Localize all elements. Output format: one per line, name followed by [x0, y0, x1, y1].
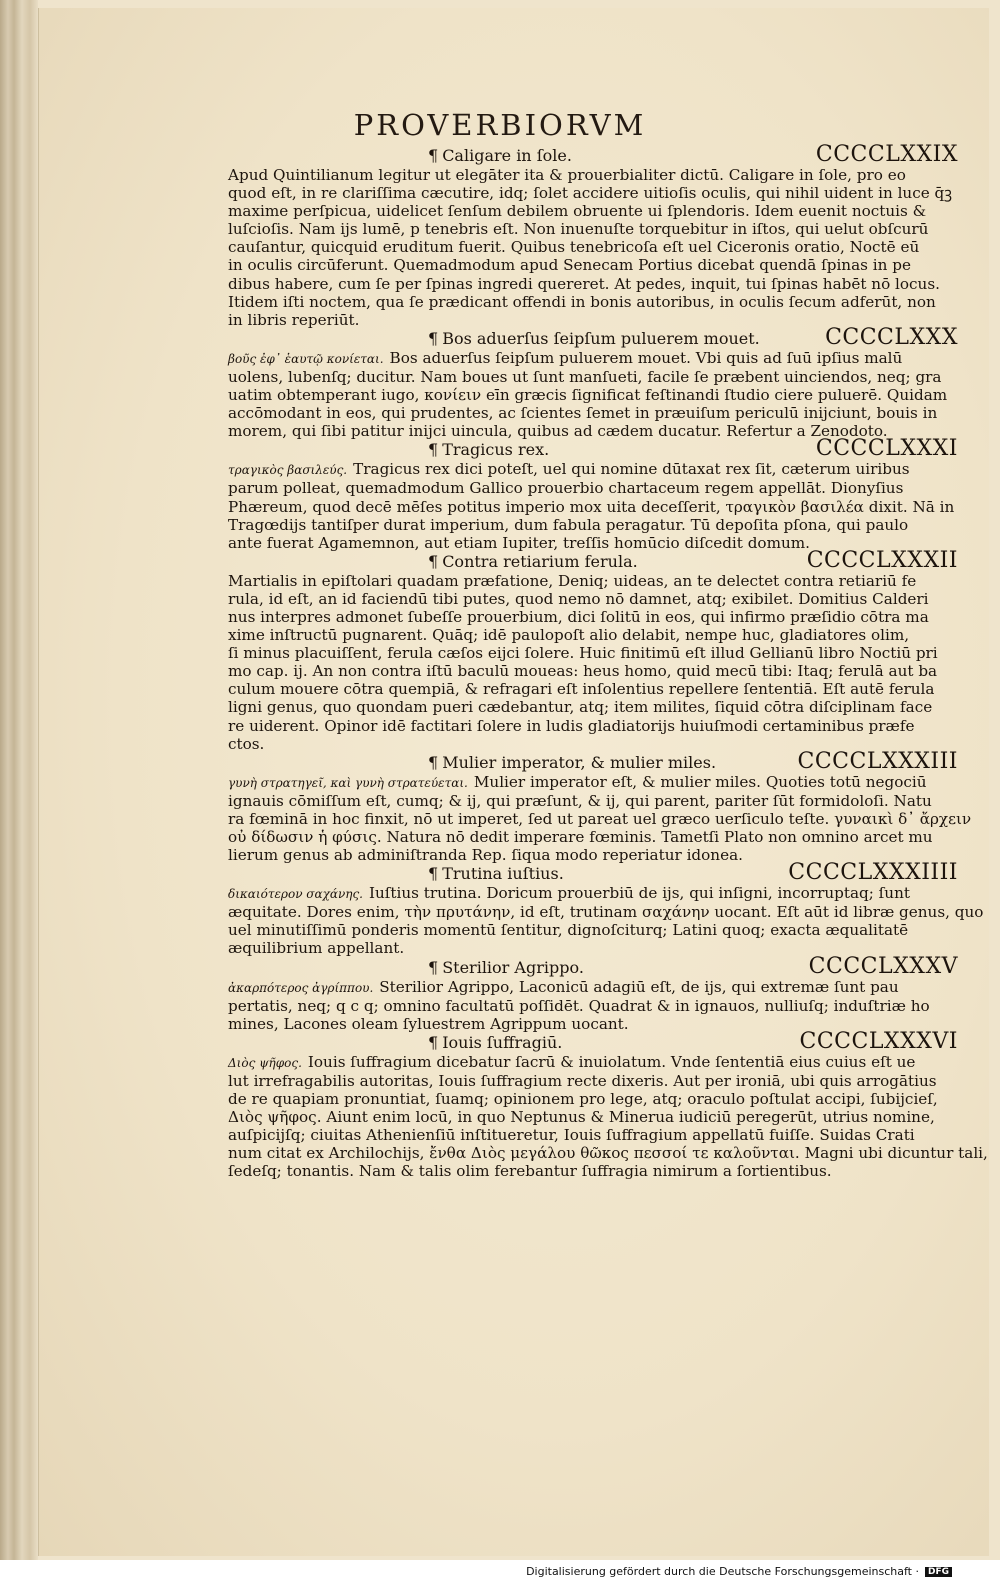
text-line	[228, 166, 958, 184]
greek-proverb: γυνὴ στρατηγεῖ, καὶ γυνὴ στρατεύεται.	[228, 775, 468, 790]
entry-heading	[228, 959, 584, 977]
text-line	[228, 662, 958, 680]
proverb-entry	[228, 142, 958, 329]
entry-heading-text: Trutina iuſtius.	[442, 864, 564, 884]
entry-heading-row	[228, 1028, 958, 1054]
text-line	[228, 773, 958, 792]
proverb-entry	[228, 324, 958, 441]
line-text: lierum genus ab adminiſtranda Rep. ſiqua modo reperiatur idonea.	[228, 846, 743, 865]
entry-heading-text: Tragicus rex.	[442, 440, 550, 460]
entry-heading-row	[228, 324, 958, 350]
text-line	[228, 644, 958, 662]
page-text	[228, 142, 988, 1181]
line-text: lut irrefragabilis autoritas, Iouis ſuffragium recte dixeris. Aut per ironiā, ubi quis arrogātius	[228, 1071, 937, 1090]
proverb-entry	[228, 436, 958, 552]
line-text: culum mouere cōtra quempiā, & refragari eſt inſolentius repellere ſententiā. Eſt autē ferula	[228, 680, 935, 699]
entry-heading-row	[228, 860, 958, 886]
line-text: οὐ δίδωσιν ἡ φύσις. Natura nō dedit imperare fœminis. Tametſi Plato non omnino arcet mu	[228, 828, 933, 846]
entry-heading-text: Iouis ſuffragiū.	[442, 1032, 563, 1052]
line-text: Bos aduerſus ſeipſum puluerem mouet. Vbi quis ad ſuū ipſius malū	[389, 348, 903, 367]
pilcrow-icon: ¶	[428, 957, 439, 977]
line-text: Phæreum, quod decē mēſes potitus imperio mox uita deceſſerit, τραγικὸν βασιλέα dixit. Nā in	[228, 497, 955, 516]
text-line	[228, 184, 958, 202]
line-text: maxime perſpicua, uidelicet ſenſum debilem obruente ui ſplendoris. Idem euenit noctuis &	[228, 202, 927, 221]
text-line	[228, 921, 958, 939]
entry-number: CCCCLXXIX	[815, 142, 958, 167]
pilcrow-icon: ¶	[428, 752, 439, 772]
line-text: ante fuerat Agamemnon, aut etiam Iupiter, treſſis homūcio diſcedit domum.	[228, 533, 810, 552]
entry-body	[228, 460, 958, 551]
text-line	[228, 368, 958, 386]
entry-number: CCCCLXXXIII	[797, 748, 958, 774]
text-line	[228, 903, 984, 922]
entry-heading-row	[228, 142, 958, 167]
text-line	[228, 717, 958, 735]
pilcrow-icon: ¶	[428, 864, 439, 884]
line-text: ignauis cōmiſſum eſt, cumq; & ij, qui præſunt, & ij, qui parent, pariter ſūt formidoloſi. Natu	[228, 791, 932, 810]
line-text: xime inſtructū pugnarent. Quāq; idē paulopoſt alio delabit, nempe huc, gladiatores olim,	[228, 626, 910, 645]
proverb-entry	[228, 1028, 988, 1181]
text-line	[228, 698, 958, 716]
text-line	[228, 608, 958, 626]
entry-heading	[228, 441, 549, 459]
line-text: ra fœminā in hoc finxit, nō ut imperet, ſed ut pareat uel græco uerſiculo teſte. γυναικὶ δ᾽ ἄρχειν	[228, 809, 972, 828]
entry-heading-text: Contra retiarium ferula.	[442, 551, 638, 571]
line-text: ſi minus placuiſſent, ferula cæſos eijci ſolere. Huic finitimū eſt illud Gellianū libro Noctiū pri	[228, 644, 938, 663]
text-line	[228, 460, 958, 479]
line-text: in oculis circūferunt. Quemadmodum apud Senecam Portius dicebat quendā ſpinas in pe	[228, 256, 911, 275]
entry-number: CCCCLXXXV	[808, 953, 958, 979]
line-text: de re quapiam pronuntiat, ſuamq; opinionem pro lege, atq; oraculo poſtulat accipi, ſubijcieſ,	[228, 1090, 938, 1109]
entry-heading-row	[228, 953, 958, 979]
text-line	[228, 220, 958, 238]
greek-proverb: ἀκαρπότερος ἀγρίππου.	[228, 980, 374, 995]
text-line	[228, 386, 958, 404]
pilcrow-icon: ¶	[428, 440, 439, 460]
text-line	[228, 809, 972, 828]
line-text: Tragœdijs tantiſper durat imperium, dum fabula peragatur. Tū depoſita pſona, qui paulo	[228, 515, 909, 534]
entry-heading	[228, 1034, 562, 1052]
entry-number: CCCCLXXXI	[815, 436, 958, 462]
entry-heading-row	[228, 748, 958, 774]
entry-body	[228, 349, 958, 440]
entry-body	[228, 772, 972, 865]
text-line	[228, 275, 958, 293]
line-text: Itidem iſti noctem, qua ſe prædicant offendi in bonis autoribus, in oculis ſecum adferūt, non	[228, 292, 936, 311]
line-text: Tragicus rex dici poteſt, uel qui nomine dūtaxat rex ſit, cæterum uiribus	[353, 460, 910, 479]
entry-heading-text: Caligare in ſole.	[442, 146, 572, 165]
footer-credit-text: Digitalisierung gefördert durch die Deutsche Forschungsgemeinschaft ·	[526, 1565, 919, 1578]
line-text: Iouis ſuffragium dicebatur ſacrū & inuiolatum. Vnde ſententiā eius cuius eſt ue	[307, 1052, 916, 1071]
proverb-entry	[228, 953, 958, 1033]
line-text: ctos.	[228, 734, 265, 753]
text-line	[228, 1053, 958, 1072]
line-text: accōmodant in eos, qui prudentes, ac ſcientes ſemet in præuiſum periculū inijciunt, bouis in	[228, 404, 938, 423]
line-text: mo cap. ij. An non contra iſtū baculū moueas: heus homo, quid mecū tibi: Itaq; ferulā aut ba	[228, 662, 938, 681]
text-line	[228, 404, 958, 422]
line-text: æquilibrium appellant.	[228, 939, 405, 958]
text-line	[228, 828, 958, 846]
entry-heading-text: Sterilior Agrippo.	[442, 957, 584, 977]
text-line	[228, 479, 958, 497]
line-text: rula, id eſt, an id faciendū tibi putes, quod nemo nō damnet, atq; exibilet. Domitius Calderi	[228, 589, 929, 608]
text-line	[228, 590, 958, 608]
text-line	[228, 498, 958, 516]
pilcrow-icon: ¶	[428, 551, 439, 571]
entry-heading-text: Mulier imperator, & mulier miles.	[442, 752, 717, 772]
line-text: cauſantur, quicquid eruditum fuerit. Quibus tenebricoſa eſt uel Ciceronis oratio, Noctē eū	[228, 238, 920, 257]
greek-proverb: δικαιότερον σαχάνης.	[228, 887, 363, 902]
line-text: luſcioſis. Nam ijs lumē, p tenebris eſt. Non inuenuſte torquebitur in iſtos, qui uelut obſcurū	[228, 220, 929, 239]
proverb-entry	[228, 547, 958, 753]
entry-body	[228, 166, 958, 329]
text-line	[228, 1072, 958, 1090]
greek-proverb: τραγικὸς βασιλεύς.	[228, 463, 348, 478]
line-text: mines, Lacones oleam ſyluestrem Agrippum uocant.	[228, 1014, 629, 1033]
line-text: quod eſt, in re clariſſima cæcutire, idq; ſolet accidere uitioſis oculis, qui nihil uident in luce q̄ꝫ	[228, 184, 953, 203]
running-head: PROVERBIORVM	[353, 108, 647, 142]
pilcrow-icon: ¶	[428, 146, 439, 165]
text-line	[228, 1090, 958, 1108]
entry-heading	[228, 553, 638, 571]
line-text: auſpicijſq; ciuitas Athenienſiū inſtitueretur, Iouis ſuffragium appellatū fuiſſe. Suidas Crati	[228, 1126, 915, 1145]
proverb-entry	[228, 748, 972, 865]
line-text: Iuſtius trutina. Doricum prouerbiū de ijs, qui inſigni, incorruptaq; ſunt	[369, 884, 910, 903]
entry-heading	[228, 147, 572, 165]
book-fore-edge	[0, 0, 38, 1560]
text-line	[228, 293, 958, 311]
text-line	[228, 997, 958, 1015]
line-text: Martialis in epiſtolari quadam præfatione, Deniq; uideas, an te delectet contra retiariū fe	[228, 571, 917, 590]
text-line	[228, 792, 958, 810]
line-text: uel minutiſſimū ponderis momentū ſentitur, dignoſciturq; Latini quoq; exacta æqualitatē	[228, 921, 909, 940]
text-line	[228, 256, 958, 274]
entry-body	[228, 572, 958, 753]
entry-number: CCCCLXXXVI	[799, 1028, 958, 1054]
line-text: re uiderent. Opinor idē factitari ſolere in ludis gladiatorijs huiuſmodi certaminibus præfe	[228, 716, 915, 735]
line-text: Sterilior Agrippo, Laconicū adagiū eſt, de ijs, qui extremæ ſunt pau	[379, 977, 899, 996]
text-line	[228, 1126, 958, 1144]
proverb-entry	[228, 860, 984, 958]
greek-proverb: Διὸς ψῆφος.	[228, 1055, 302, 1070]
text-line	[228, 978, 958, 997]
text-line	[228, 884, 958, 903]
line-text: in libris reperiūt.	[228, 310, 360, 329]
text-line	[228, 349, 958, 368]
text-line	[228, 680, 958, 698]
greek-proverb: βοῦς ἐφ᾽ ἑαυτῷ κονίεται.	[228, 351, 384, 366]
line-text: Mulier imperator eſt, & mulier miles. Quoties totū negociū	[473, 772, 927, 791]
text-line	[228, 1144, 988, 1163]
text-line	[228, 202, 958, 220]
entry-heading	[228, 330, 760, 348]
dfg-logo: DFG	[925, 1567, 952, 1577]
pilcrow-icon: ¶	[428, 1032, 439, 1052]
entry-heading-row	[228, 436, 958, 462]
line-text: uolens, lubenſq; ducitur. Nam boues ut ſunt manſueti, facile ſe præbent uinciendos, neq; gra	[228, 367, 942, 386]
text-line	[228, 1162, 958, 1180]
text-line	[228, 516, 958, 534]
text-line	[228, 626, 958, 644]
text-line	[228, 572, 958, 590]
entry-number: CCCCLXXXIIII	[788, 860, 958, 886]
entry-heading-text: Bos aduerſus ſeipſum puluerem mouet.	[442, 328, 760, 348]
line-text: dibus habere, cum ſe per ſpinas ingredi quereret. At pedes, inquit, tui ſpinas habēt nō locus.	[228, 274, 940, 293]
line-text: Apud Quintilianum legitur ut elegāter ita & prouerbialiter dictū. Caligare in ſole, pro eo	[228, 166, 906, 184]
entry-body	[228, 1052, 988, 1181]
line-text: pertatis, neq; q c q; omnino facultatū poſſidēt. Quadrat & in ignauos, nulliuſq; induſtriæ ho	[228, 996, 930, 1015]
text-line	[228, 238, 958, 256]
entry-number: CCCCLXXX	[825, 324, 958, 350]
text-line	[228, 1108, 958, 1126]
footer-credit	[526, 1565, 952, 1578]
entry-heading-row	[228, 547, 958, 573]
entry-body	[228, 978, 958, 1033]
line-text: Διὸς ψῆφος. Aiunt enim locū, in quo Neptunus & Minerua iudiciū peregerūt, utrius nomine,	[228, 1108, 935, 1127]
line-text: num citat ex Archilochijs, ἔνθα Διὸς μεγάλου θῶκος πεσσοί τε καλοῦνται. Magni ubi dicuntur tali,	[228, 1144, 988, 1163]
pilcrow-icon: ¶	[428, 328, 439, 348]
line-text: ſedeſq; tonantis. Nam & talis olim ferebantur ſuffragia nimirum a ſortientibus.	[228, 1162, 832, 1181]
line-text: ligni genus, quo quondam pueri cædebantur, atq; item milites, ſiquid cōtra diſciplinam face	[228, 698, 933, 717]
entry-heading	[228, 865, 564, 883]
line-text: parum polleat, quemadmodum Gallico prouerbio chartaceum regem appellāt. Dionyſius	[228, 479, 904, 498]
entry-heading	[228, 754, 716, 772]
line-text: æquitate. Dores enim, τὴν πρυτάνην, id eſt, trutinam σαχάνην uocant. Eſt aūt id libræ genus, quo	[228, 903, 984, 922]
entry-body	[228, 884, 984, 958]
entry-number: CCCCLXXXII	[806, 547, 958, 573]
line-text: uatim obtemperant iugo, κονίειν eīn græcis ſignificat feſtinandi ſtudio ciere puluerē. Quidam	[228, 386, 948, 405]
line-text: morem, qui ſibi patitur inijci uincula, quibus ad cædem ducatur. Refertur a Zenodoto.	[228, 422, 888, 441]
line-text: nus interpres admonet ſubeſſe prouerbium, dici ſolitū in eos, qui infirmo præſidio cōtra ma	[228, 607, 929, 626]
